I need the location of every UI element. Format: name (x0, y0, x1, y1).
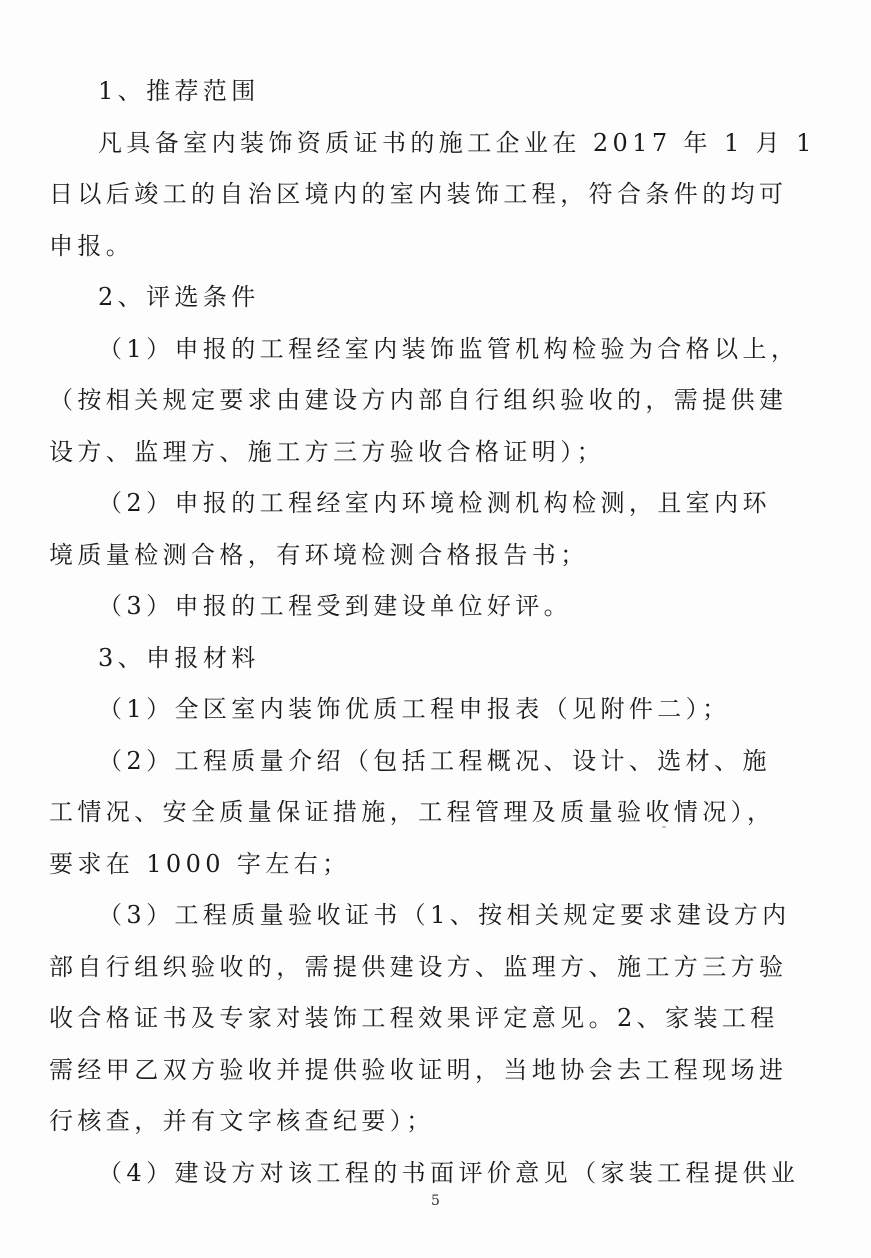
text-line: 要求在 1000 字左右； (49, 849, 351, 878)
text-line: （1）全区室内装饰优质工程申报表（见附件二）； (98, 695, 731, 723)
text-line: （2）申报的工程经室内环境检测机构检测，且室内环 (98, 489, 771, 517)
text-line: 部自行组织验收的，需提供建设方、监理方、施工方三方验 (49, 952, 788, 981)
text-line: 收合格证书及专家对装饰工程效果评定意见。2、家装工程 (49, 1004, 779, 1032)
section-heading-criteria: 2、评选条件 (98, 283, 260, 311)
text-line: 日以后竣工的自治区境内的室内装饰工程，符合条件的均可 (49, 180, 788, 208)
text-line: （2）工程质量介绍（包括工程概况、设计、选材、施 (98, 746, 771, 775)
text-line: 设方、监理方、施工方三方验收合格证明）； (49, 437, 605, 466)
section-heading-materials: 3、申报材料 (98, 643, 260, 672)
page-number: 5 (431, 1193, 440, 1209)
section-heading-scope: 1、推荐范围 (98, 77, 260, 105)
document-body (49, 66, 816, 1199)
text-line: （按相关规定要求由建设方内部自行组织验收的，需提供建 (49, 386, 788, 414)
text-line: （3）申报的工程受到建设单位好评。 (98, 592, 573, 620)
text-line: （4）建设方对该工程的书面评价意见（家装工程提供业 (98, 1158, 800, 1187)
text-line: 需经甲乙双方验收并提供验收证明，当地协会去工程现场进 (49, 1055, 788, 1084)
text-line: 境质量检测合格，有环境检测合格报告书； (49, 540, 589, 569)
text-line: 行核查，并有文字核查纪要）； (49, 1107, 435, 1135)
text-line: 申报。 (49, 231, 135, 260)
scan-speck (662, 826, 666, 828)
text-line: 工情况、安全质量保证措施，工程管理及质量验收情况）， (49, 798, 776, 826)
text-line: （3）工程质量验收证书（1、按相关规定要求建设方内 (98, 901, 791, 929)
text-line: 凡具备室内装饰资质证书的施工企业在 2017 年 1 月 1 (98, 128, 816, 157)
text-line: （1）申报的工程经室内装饰监管机构检验为合格以上， (98, 334, 800, 363)
